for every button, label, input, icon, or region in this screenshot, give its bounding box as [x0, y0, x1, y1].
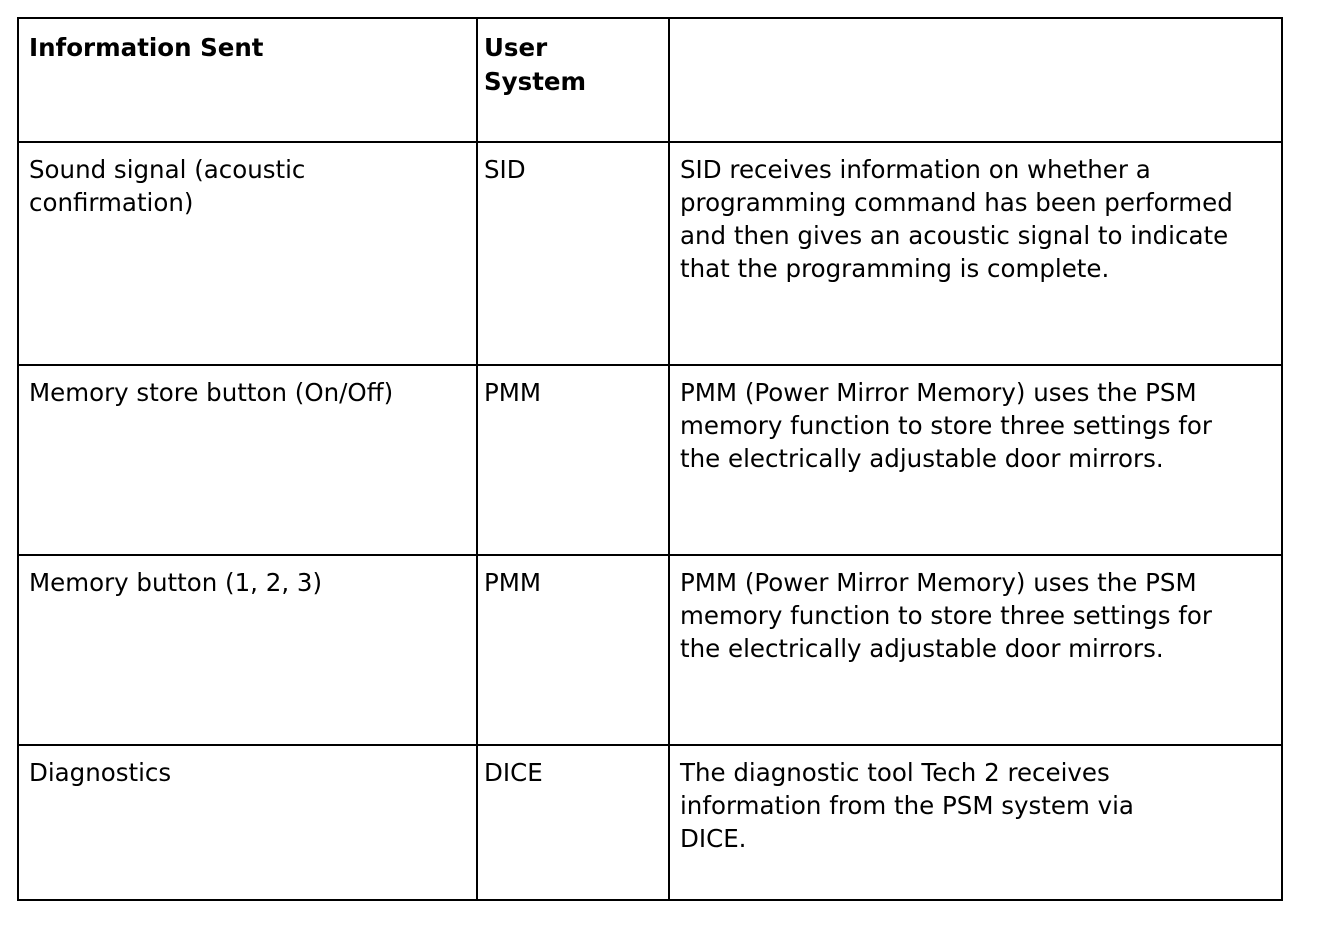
cell-user-system [477, 745, 669, 900]
user-system-text: PMM [484, 568, 542, 597]
table-row [18, 555, 1282, 745]
information-sent-text: Diagnostics [29, 758, 172, 787]
cell-user-system [477, 365, 669, 555]
table-row [18, 365, 1282, 555]
header-user-system-label [478, 19, 668, 99]
information-sent-text: Memory store button (On/Off) [29, 378, 394, 407]
header-information-sent-label: Information Sent [29, 33, 264, 62]
cell-description [669, 365, 1282, 555]
header-user-system [477, 18, 669, 142]
user-system-text: SID [484, 155, 526, 184]
header-description-label [670, 19, 1281, 31]
description-text: The diagnostic tool Tech 2 receives information from the PSM system via DICE. [680, 758, 1134, 853]
cell-user-system [477, 142, 669, 365]
user-system-text: DICE [484, 758, 543, 787]
information-sent-text: Sound signal (acoustic confirmation) [29, 155, 306, 217]
header-description [669, 18, 1282, 142]
header-user-system-line2: System [484, 67, 587, 96]
table-header-row [18, 18, 1282, 142]
cell-information-sent [18, 365, 477, 555]
cell-information-sent [18, 555, 477, 745]
cell-information-sent [18, 745, 477, 900]
description-text: PMM (Power Mirror Memory) uses the PSM memory function to store three settings for the electrically adjustable door mirrors. [680, 568, 1212, 663]
description-text: SID receives information on whether a programming command has been performed and then gives an acoustic signal to indicate that the programming is complete. [680, 155, 1233, 283]
header-information-sent [18, 18, 477, 142]
cell-user-system [477, 555, 669, 745]
cell-information-sent [18, 142, 477, 365]
information-sent-text: Memory button (1, 2, 3) [29, 568, 323, 597]
description-text: PMM (Power Mirror Memory) uses the PSM memory function to store three settings for the electrically adjustable door mirrors. [680, 378, 1212, 473]
information-table [17, 17, 1283, 901]
cell-description [669, 142, 1282, 365]
cell-description [669, 745, 1282, 900]
header-user-system-line1: User [484, 33, 548, 62]
cell-description [669, 555, 1282, 745]
user-system-text: PMM [484, 378, 542, 407]
table-row [18, 745, 1282, 900]
table-row [18, 142, 1282, 365]
